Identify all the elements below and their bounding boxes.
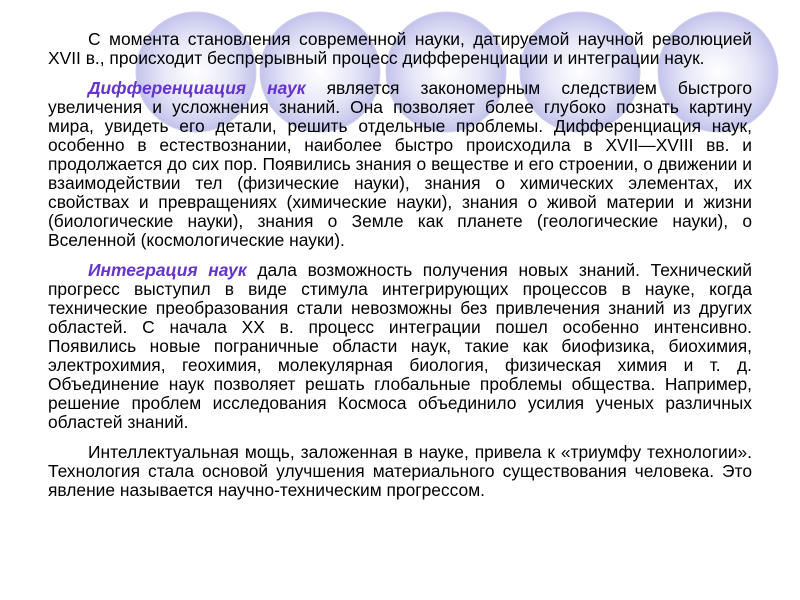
paragraph-text: С момента становления современной науки, датируемой научной революцией XVII в., происходит беспрерывный процесс дифференциации и интеграции наук.: [48, 29, 752, 68]
term-integration: Интеграция наук: [88, 260, 247, 280]
paragraph-integration: [48, 261, 752, 432]
paragraph-text: является закономерным следствием быстрого увеличения и усложнения знаний. Она позволяет более глубоко познать картину мира, увидеть его детали, решить отдельные проблемы. Дифференциация наук, особенно в естествознании, наиболее быстро происходила в XVII—XVIII вв. и продолжается до сих пор. Появились знания о веществе и его строении, о движении и взаимодействии тел (физические науки), знания о химических элементах, их свойствах и превращениях (химические науки), знания о живой материи и жизни (биологические науки), знания о Земле как планете (геологические науки), о Вселенной (космологические науки).: [48, 78, 752, 250]
paragraph-conclusion: [48, 443, 752, 500]
paragraph-intro: [48, 30, 752, 68]
paragraph-text: Интеллектуальная мощь, заложенная в науке, привела к «триумфу технологии». Технология стала основой улучшения материального существования человека. Это явление называется научно-техническим прогрессом.: [48, 442, 752, 500]
paragraph-text: дала возможность получения новых знаний. Технический прогресс выступил в виде стимула интегрирующих процессов в науке, когда технические преобразования стали невозможны без привлечения знаний из других областей. С начала XX в. процесс интеграции пошел особенно интенсивно. Появились новые пограничные области наук, такие как биофизика, биохимия, электрохимия, геохимия, молекулярная биология, физическая химия и т. д. Объединение наук позволяет решать глобальные проблемы общества. Например, решение проблем исследования Космоса объединило усилия ученых различных областей знаний.: [48, 260, 752, 432]
slide-text: [48, 30, 752, 511]
term-differentiation: Дифференциация наук: [88, 78, 306, 98]
paragraph-differentiation: [48, 79, 752, 250]
